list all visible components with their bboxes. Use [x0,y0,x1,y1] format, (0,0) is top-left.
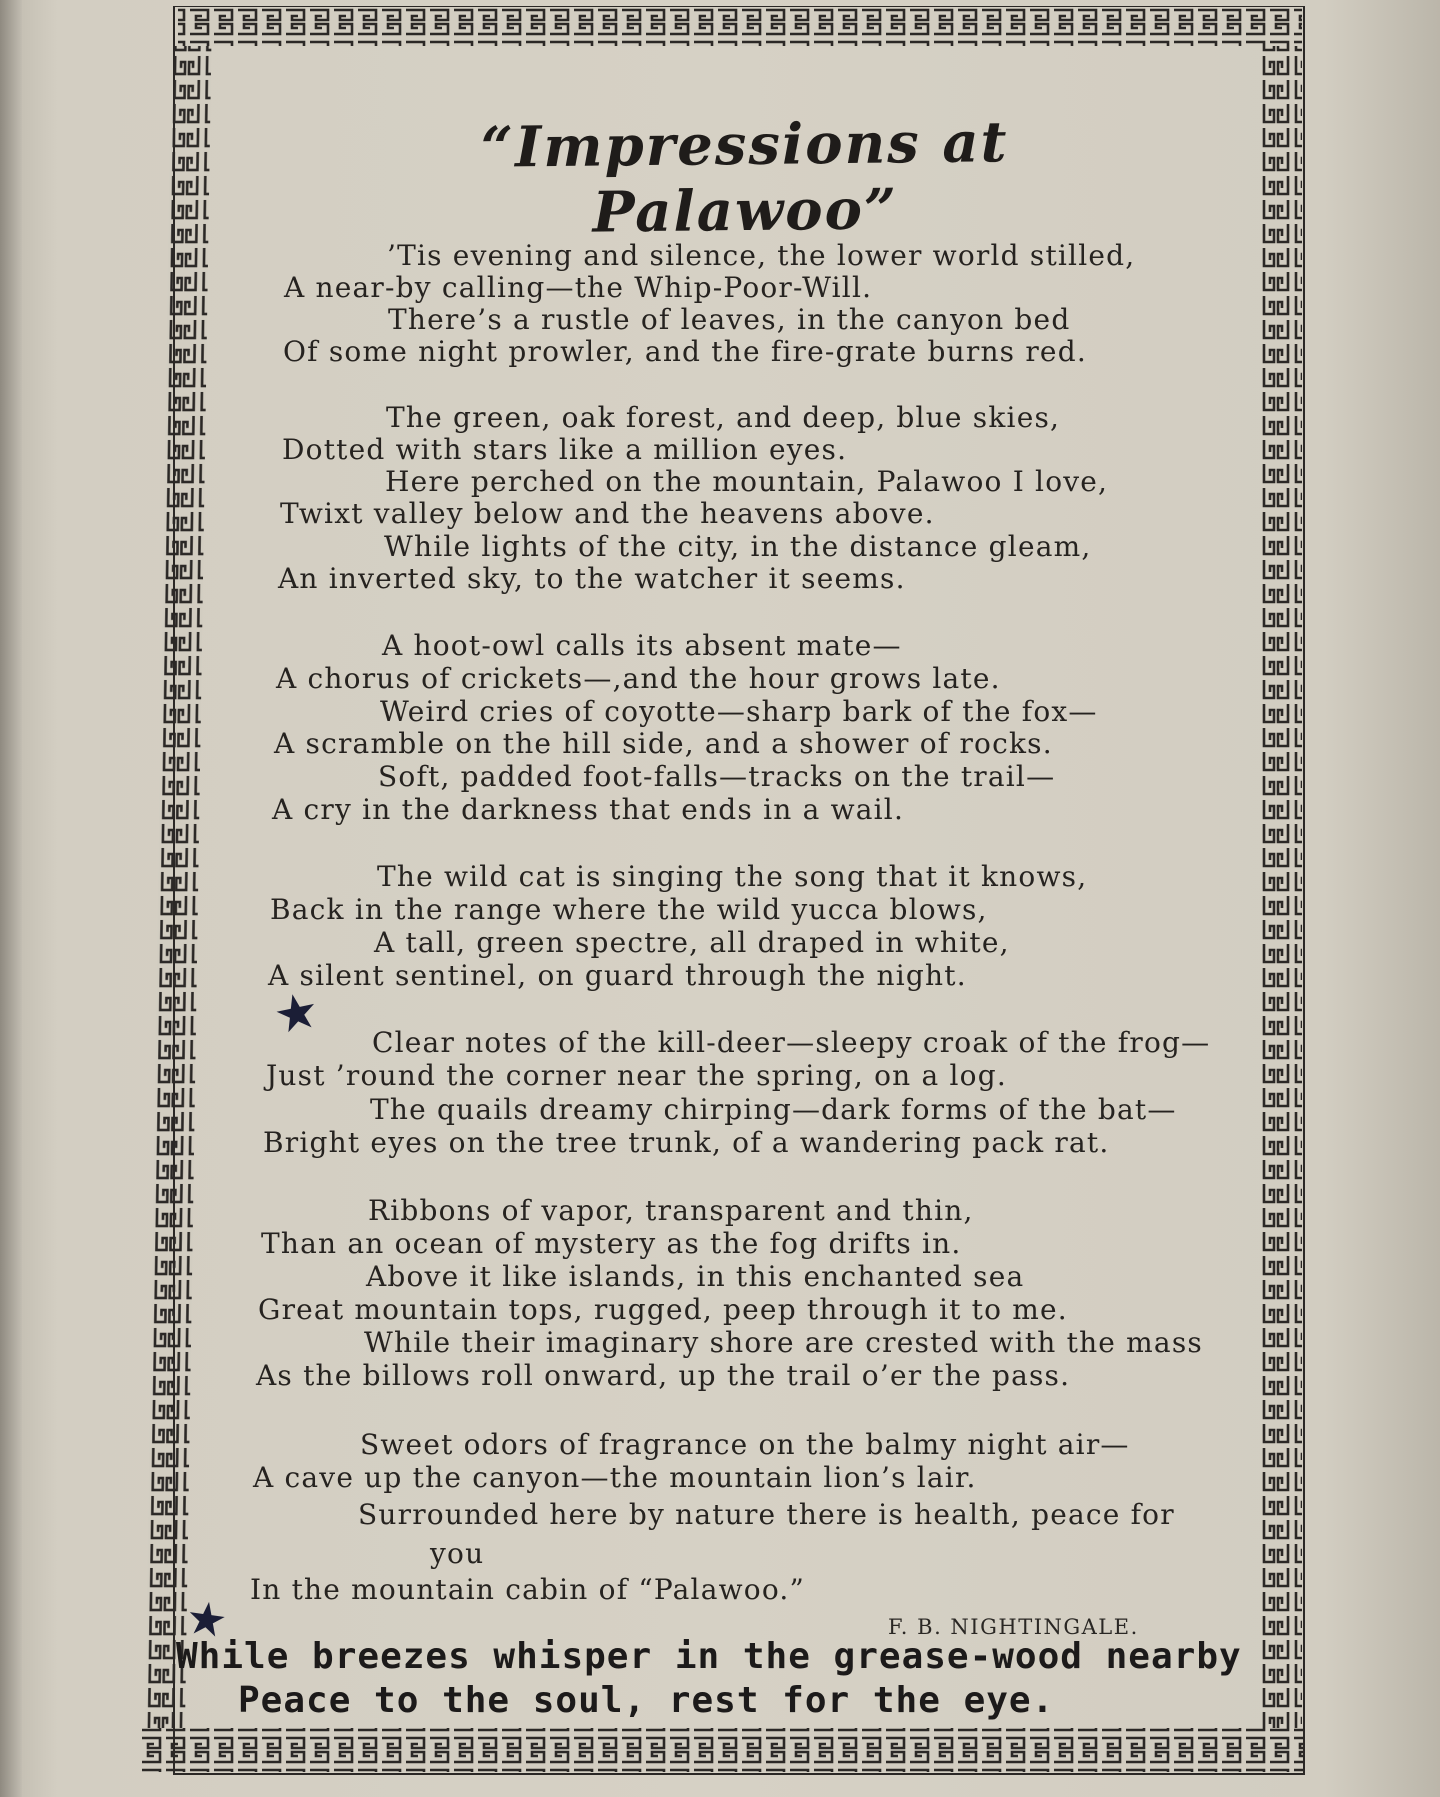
poem-line: Weird cries of coyotte—sharp bark of the fox— [380,695,1098,728]
poem-line: A silent sentinel, on guard through the night. [268,959,967,992]
poem-line: Dotted with stars like a million eyes. [282,433,848,466]
poem-line: A cave up the canyon—the mountain lion’s lair. [253,1461,977,1494]
poem-line: Great mountain tops, rugged, peep through it to me. [258,1293,1068,1326]
poem-line: Than an ocean of mystery as the fog drifts in. [261,1227,962,1260]
poem-line: you [430,1537,485,1570]
poem-line: Back in the range where the wild yucca blows, [270,893,988,926]
poem-line: A chorus of crickets—,and the hour grows late. [276,662,1001,695]
poem-line: The quails dreamy chirping—dark forms of the bat— [370,1093,1177,1126]
ink-star-mark: ★ [268,979,325,1047]
poem-line: A near-by calling—the Whip-Poor-Will. [284,271,873,304]
typewritten-line: While breezes whisper in the grease-wood nearby [176,1636,1242,1677]
poem-line: Soft, padded foot-falls—tracks on the trail— [378,760,1056,793]
poem-line: Just ’round the corner near the spring, on a log. [266,1059,1007,1092]
poem-line: As the billows roll onward, up the trail o’er the pass. [256,1359,1071,1392]
poem-line: A hoot-owl calls its absent mate— [382,629,902,662]
poem-line: An inverted sky, to the watcher it seems. [278,562,906,595]
poem-line: A cry in the darkness that ends in a wail. [272,793,905,826]
poem-line: While lights of the city, in the distance gleam, [384,530,1092,563]
poem-line: Bright eyes on the tree trunk, of a wandering pack rat. [263,1126,1110,1159]
poem-line: ’Tis evening and silence, the lower world stilled, [387,239,1136,272]
poem-line: A scramble on the hill side, and a shower of rocks. [274,727,1053,760]
poem-line: Above it like islands, in this enchanted sea [366,1260,1025,1293]
ink-star-mark: ★ [182,1589,231,1649]
poem-line: Sweet odors of fragrance on the balmy night air— [360,1428,1130,1461]
poem-line: In the mountain cabin of “Palawoo.” [250,1573,806,1606]
poem-line: Ribbons of vapor, transparent and thin, [368,1194,974,1227]
typewritten-line: Peace to the soul, rest for the eye. [238,1680,1055,1721]
poem-line: Clear notes of the kill-deer—sleepy croak of the frog— [372,1026,1211,1059]
poem-line: Here perched on the mountain, Palawoo I love, [385,465,1109,498]
poem-line: Of some night prowler, and the fire-grate burns red. [283,335,1087,368]
poem-title: “Impressions at Palawoo” [480,109,1009,246]
poem-line: Surrounded here by nature there is health, peace for [358,1498,1175,1531]
poem-line: There’s a rustle of leaves, in the canyon bed [388,303,1071,336]
poem-line: A tall, green spectre, all draped in white, [374,926,1010,959]
poem-line: The wild cat is singing the song that it knows, [377,860,1088,893]
poem-line: Twixt valley below and the heavens above. [280,497,935,530]
poem-line: The green, oak forest, and deep, blue skies, [386,401,1061,434]
poem-line: While their imaginary shore are crested with the mass [364,1326,1203,1359]
author-signature: F. B. NIGHTINGALE. [888,1615,1139,1639]
